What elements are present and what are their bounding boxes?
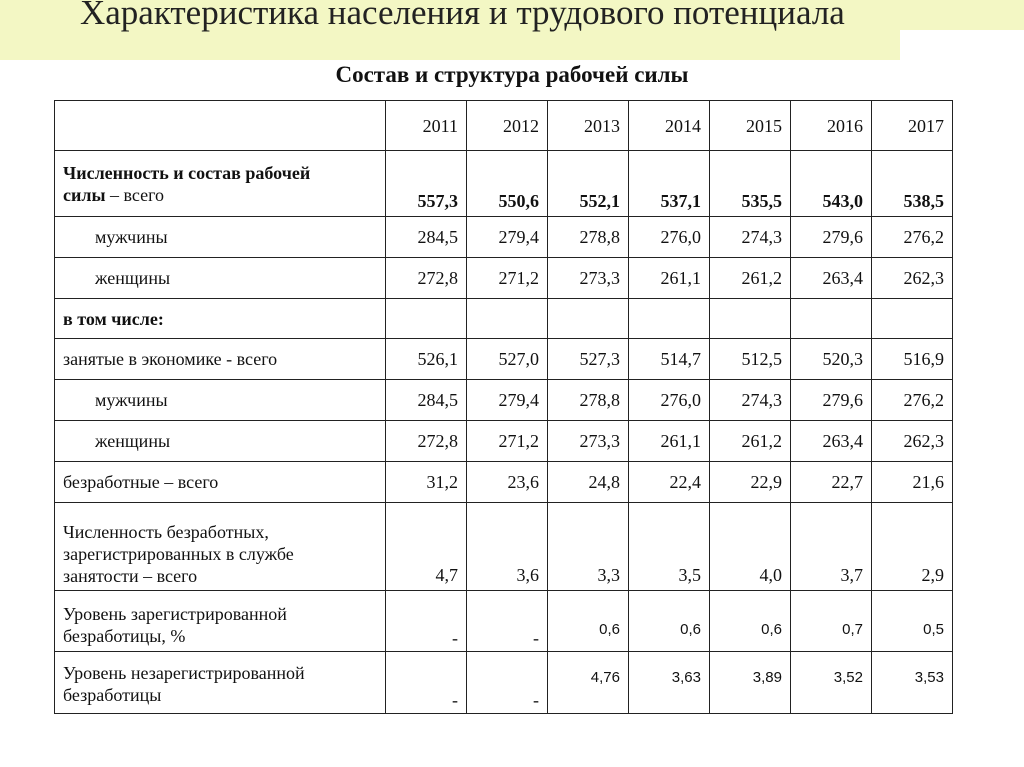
value-cell [386,299,467,339]
value-cell: 263,4 [791,421,872,462]
value-cell: 552,1 [548,151,629,217]
table-row [55,503,953,591]
value-cell: 0,7 [791,591,872,652]
value-cell: 261,2 [710,421,791,462]
value-cell: 24,8 [548,462,629,503]
value-cell: 272,8 [386,421,467,462]
value-cell: 3,52 [791,652,872,714]
year-header: 2015 [710,101,791,151]
value-cell: 516,9 [872,339,953,380]
table-row [55,217,953,258]
value-cell [629,299,710,339]
row-label-line2: силы [63,184,106,205]
value-cell: 31,2 [386,462,467,503]
year-header: 2017 [872,101,953,151]
row-label [55,652,386,714]
header-row [55,101,953,151]
row-label-line2: зарегистрированных в службе [63,544,294,564]
value-cell [872,299,953,339]
value-cell: 279,4 [467,380,548,421]
value-cell: 3,3 [548,503,629,591]
row-label-line2: безработицы, % [63,626,186,646]
row-label-line1: Численность безработных, [63,522,269,542]
value-cell [791,299,872,339]
value-cell: 273,3 [548,258,629,299]
row-label-line3: занятости – всего [63,566,198,586]
value-cell: 274,3 [710,380,791,421]
row-label: в том числе: [55,299,386,339]
title-banner [0,0,1024,60]
value-cell: 2,9 [872,503,953,591]
header-empty-cell [55,101,386,151]
row-label-line1: Уровень незарегистрированной [63,663,305,683]
value-cell: 276,0 [629,217,710,258]
value-cell: 279,4 [467,217,548,258]
value-cell: 262,3 [872,421,953,462]
banner-edge [900,30,1024,60]
row-label [55,151,386,217]
value-cell: 0,6 [629,591,710,652]
value-cell: - [467,591,548,652]
row-label: женщины [55,421,386,462]
table-row [55,421,953,462]
value-cell: 527,0 [467,339,548,380]
value-cell: 272,8 [386,258,467,299]
page-title: Характеристика населения и трудового потенциала [80,0,845,32]
year-header: 2016 [791,101,872,151]
table-row [55,339,953,380]
table-row [55,151,953,217]
value-cell: 0,6 [710,591,791,652]
row-label-suffix: – всего [105,184,165,205]
value-cell: 520,3 [791,339,872,380]
table-row [55,299,953,339]
value-cell: 3,7 [791,503,872,591]
value-cell: 274,3 [710,217,791,258]
value-cell: 535,5 [710,151,791,217]
value-cell: 527,3 [548,339,629,380]
value-cell: - [386,591,467,652]
row-label: занятые в экономике - всего [55,339,386,380]
table-row [55,462,953,503]
value-cell: - [386,652,467,714]
value-cell: 543,0 [791,151,872,217]
row-label [55,503,386,591]
value-cell: 276,0 [629,380,710,421]
row-label [55,591,386,652]
year-header: 2014 [629,101,710,151]
table-title: Состав и структура рабочей силы [335,62,689,87]
value-cell: 279,6 [791,380,872,421]
value-cell: 538,5 [872,151,953,217]
row-label: безработные – всего [55,462,386,503]
value-cell: 557,3 [386,151,467,217]
table-row [55,258,953,299]
value-cell [710,299,791,339]
row-label-line2: безработицы [63,685,162,705]
table-row [55,652,953,714]
year-header: 2013 [548,101,629,151]
value-cell: 512,5 [710,339,791,380]
value-cell: 276,2 [872,217,953,258]
value-cell: - [467,652,548,714]
value-cell: 22,7 [791,462,872,503]
value-cell: 271,2 [467,421,548,462]
value-cell: 261,2 [710,258,791,299]
value-cell: 4,7 [386,503,467,591]
value-cell: 261,1 [629,421,710,462]
value-cell: 3,5 [629,503,710,591]
value-cell: 22,4 [629,462,710,503]
value-cell: 284,5 [386,217,467,258]
value-cell: 550,6 [467,151,548,217]
value-cell: 278,8 [548,380,629,421]
banner-background-lower [0,30,900,60]
value-cell: 22,9 [710,462,791,503]
value-cell: 273,3 [548,421,629,462]
row-label: женщины [55,258,386,299]
value-cell: 0,6 [548,591,629,652]
value-cell: 3,63 [629,652,710,714]
row-label-line1: Численность и состав рабочей [63,162,311,183]
year-header: 2012 [467,101,548,151]
labor-force-table [54,100,953,714]
row-label: мужчины [55,217,386,258]
row-label: мужчины [55,380,386,421]
value-cell [467,299,548,339]
value-cell: 3,89 [710,652,791,714]
value-cell: 284,5 [386,380,467,421]
value-cell: 4,0 [710,503,791,591]
value-cell: 262,3 [872,258,953,299]
value-cell: 0,5 [872,591,953,652]
value-cell: 271,2 [467,258,548,299]
value-cell [548,299,629,339]
value-cell: 263,4 [791,258,872,299]
value-cell: 23,6 [467,462,548,503]
value-cell: 3,6 [467,503,548,591]
value-cell: 279,6 [791,217,872,258]
value-cell: 4,76 [548,652,629,714]
value-cell: 21,6 [872,462,953,503]
value-cell: 3,53 [872,652,953,714]
value-cell: 261,1 [629,258,710,299]
value-cell: 526,1 [386,339,467,380]
table-row [55,591,953,652]
table-row [55,380,953,421]
value-cell: 537,1 [629,151,710,217]
value-cell: 514,7 [629,339,710,380]
row-label-line1: Уровень зарегистрированной [63,604,287,624]
year-header: 2011 [386,101,467,151]
value-cell: 276,2 [872,380,953,421]
value-cell: 278,8 [548,217,629,258]
